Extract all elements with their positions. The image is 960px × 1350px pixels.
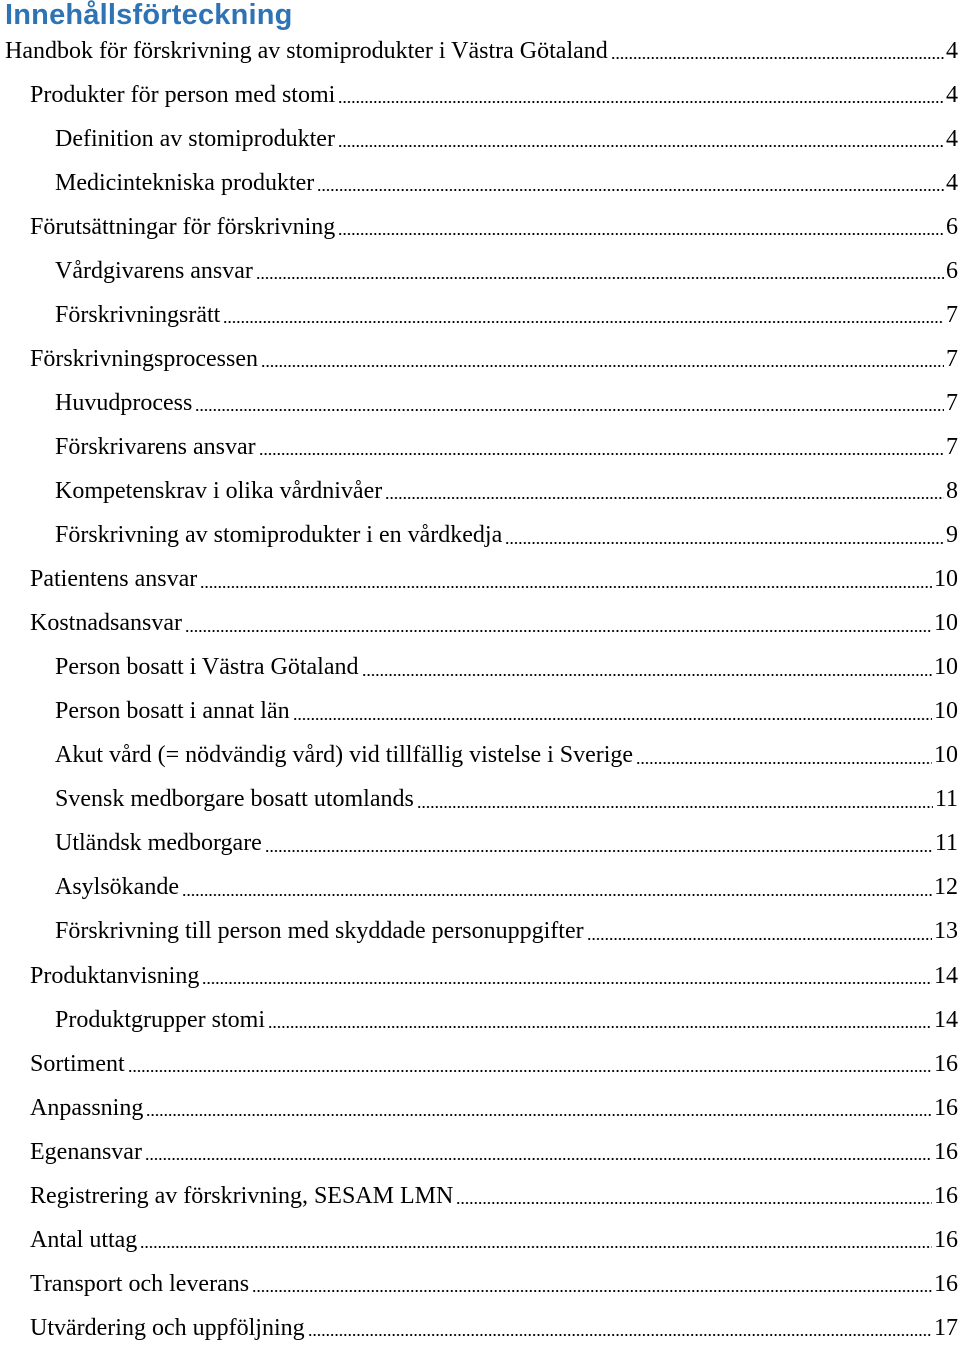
dot-leader [308, 1317, 932, 1341]
toc-entry-text: Produktgrupper stomi [55, 1006, 265, 1033]
toc-entry-text: Svensk medborgare bosatt utomlands [55, 786, 414, 813]
toc-page-number: 4 [946, 125, 958, 152]
toc-page-number: 7 [946, 345, 958, 372]
toc-entry-text: Förskrivning av stomiprodukter i en vårdkedja [55, 522, 503, 549]
toc-entry[interactable] [0, 249, 960, 293]
toc-entry-text: Förskrivningsrätt [55, 301, 221, 328]
toc-entry[interactable] [0, 205, 960, 249]
toc-page-number: 6 [946, 213, 958, 240]
toc-entry-text: Kostnadsansvar [30, 610, 182, 637]
toc-entry-text: Person bosatt i annat län [55, 698, 290, 725]
toc-page-number: 8 [946, 477, 958, 504]
toc-entry[interactable] [0, 293, 960, 337]
toc-entry-text: Huvudprocess [55, 389, 193, 416]
toc-page-number: 9 [946, 522, 958, 549]
dot-leader [362, 657, 932, 681]
dot-leader [265, 833, 933, 857]
toc-entry[interactable] [0, 1174, 960, 1218]
dot-leader [385, 480, 944, 504]
toc-list [0, 29, 960, 1350]
toc-entry-text: Kompetenskrav i olika vårdnivåer [55, 477, 383, 504]
toc-entry[interactable] [0, 1218, 960, 1262]
dot-leader [252, 1273, 932, 1297]
dot-leader [293, 701, 932, 725]
toc-entry[interactable] [0, 117, 960, 161]
toc-entry-text: Anpassning [30, 1094, 144, 1121]
toc-page-number: 16 [934, 1050, 958, 1077]
dot-leader [611, 40, 944, 64]
toc-entry-text: Patientens ansvar [30, 566, 198, 593]
toc-entry-text: Produkter för person med stomi [30, 81, 336, 108]
toc-entry[interactable] [0, 1042, 960, 1086]
toc-page-number: 16 [934, 1226, 958, 1253]
dot-leader [145, 1141, 932, 1165]
dot-leader [505, 525, 944, 549]
dot-leader [185, 613, 932, 637]
toc-entry-text: Sortiment [30, 1050, 125, 1077]
toc-entry[interactable] [0, 602, 960, 646]
toc-page-number: 13 [934, 918, 958, 945]
dot-leader [259, 436, 944, 460]
toc-title: Innehållsförteckning [5, 0, 293, 31]
toc-page-number: 11 [934, 830, 958, 857]
toc-entry-text: Transport och leverans [30, 1270, 250, 1297]
toc-page-number: 7 [946, 433, 958, 460]
toc-entry[interactable] [0, 734, 960, 778]
toc-page-number: 10 [934, 610, 958, 637]
toc-entry[interactable] [0, 866, 960, 910]
dot-leader [268, 1009, 932, 1033]
toc-page-number: 12 [934, 874, 958, 901]
toc-page-number: 4 [946, 169, 958, 196]
toc-page-number: 7 [946, 301, 958, 328]
dot-leader [417, 789, 933, 813]
toc-entry[interactable] [0, 514, 960, 558]
toc-page-number: 4 [946, 37, 958, 64]
toc-entry[interactable] [0, 337, 960, 381]
dot-leader [261, 348, 944, 372]
dot-leader [256, 260, 944, 284]
dot-leader [146, 1097, 932, 1121]
toc-entry-text: Handbok för förskrivning av stomiprodukter i Västra Götaland [5, 37, 608, 64]
toc-entry-text: Förskrivningsprocessen [30, 345, 258, 372]
toc-page-number: 10 [934, 566, 958, 593]
dot-leader [195, 392, 944, 416]
dot-leader [456, 1185, 932, 1209]
toc-entry-text: Förskrivning till person med skyddade personuppgifter [55, 918, 584, 945]
toc-entry-text: Produktanvisning [30, 962, 200, 989]
toc-entry[interactable] [0, 690, 960, 734]
toc-page-number: 11 [934, 786, 958, 813]
toc-page-number: 4 [946, 81, 958, 108]
toc-entry[interactable] [0, 469, 960, 513]
toc-page-number: 16 [934, 1270, 958, 1297]
toc-page-number: 10 [934, 654, 958, 681]
toc-entry[interactable] [0, 910, 960, 954]
toc-page-number: 6 [946, 257, 958, 284]
dot-leader [338, 216, 944, 240]
dot-leader [182, 877, 932, 901]
dot-leader [202, 965, 932, 989]
toc-entry[interactable] [0, 1130, 960, 1174]
dot-leader [636, 745, 932, 769]
toc-entry-text: Vårdgivarens ansvar [55, 257, 253, 284]
toc-entry-text: Person bosatt i Västra Götaland [55, 654, 359, 681]
toc-entry[interactable] [0, 1086, 960, 1130]
toc-entry[interactable] [0, 822, 960, 866]
dot-leader [223, 304, 944, 328]
toc-page-number: 10 [934, 698, 958, 725]
toc-entry[interactable] [0, 646, 960, 690]
toc-entry[interactable] [0, 73, 960, 117]
toc-entry[interactable] [0, 1306, 960, 1350]
toc-entry-text: Antal uttag [30, 1226, 138, 1253]
toc-page-number: 7 [946, 389, 958, 416]
toc-page-number: 14 [934, 1006, 958, 1033]
toc-entry[interactable] [0, 558, 960, 602]
toc-page-number: 16 [934, 1182, 958, 1209]
toc-entry[interactable] [0, 29, 960, 73]
dot-leader [338, 84, 944, 108]
toc-entry-text: Utvärdering och uppföljning [30, 1314, 305, 1341]
toc-entry-text: Asylsökande [55, 874, 179, 901]
toc-entry-text: Förskrivarens ansvar [55, 433, 256, 460]
dot-leader [587, 921, 932, 945]
toc-entry[interactable] [0, 425, 960, 469]
toc-entry-text: Definition av stomiprodukter [55, 125, 335, 152]
toc-page-number: 10 [934, 742, 958, 769]
toc-entry-text: Egenansvar [30, 1138, 142, 1165]
toc-entry[interactable] [0, 1262, 960, 1306]
toc-page-number: 16 [934, 1094, 958, 1121]
toc-entry-text: Registrering av förskrivning, SESAM LMN [30, 1182, 454, 1209]
toc-page-number: 17 [934, 1314, 958, 1341]
toc-entry[interactable] [0, 954, 960, 998]
dot-leader [128, 1053, 932, 1077]
dot-leader [140, 1229, 932, 1253]
toc-entry[interactable] [0, 381, 960, 425]
toc-entry[interactable] [0, 998, 960, 1042]
toc-entry-text: Förutsättningar för förskrivning [30, 213, 336, 240]
dot-leader [338, 128, 944, 152]
toc-page-number: 14 [934, 962, 958, 989]
toc-entry[interactable] [0, 778, 960, 822]
toc-entry-text: Utländsk medborgare [55, 830, 262, 857]
toc-entry-text: Medicintekniska produkter [55, 169, 315, 196]
toc-entry[interactable] [0, 161, 960, 205]
dot-leader [200, 569, 932, 593]
toc-page-number: 16 [934, 1138, 958, 1165]
toc-entry-text: Akut vård (= nödvändig vård) vid tillfällig vistelse i Sverige [55, 742, 634, 769]
dot-leader [317, 172, 944, 196]
